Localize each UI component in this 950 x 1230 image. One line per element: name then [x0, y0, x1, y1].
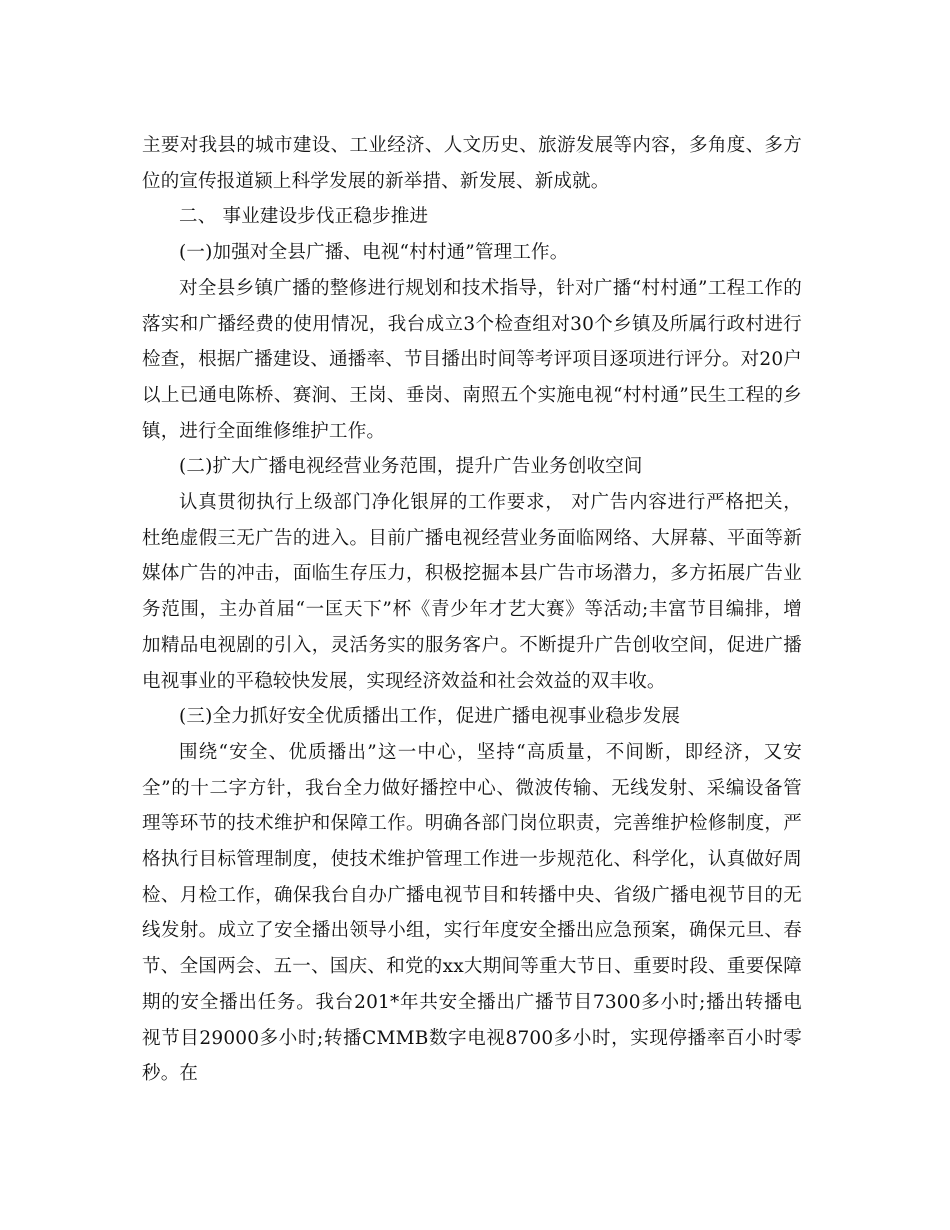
subsection-heading-1: (一)加强对全县广播、电视“村村通”管理工作。 [179, 242, 569, 264]
section-heading-2: 二、 事业建设步伐正稳步推进 [179, 206, 429, 228]
subsection-heading-2: (二)扩大广播电视经营业务范围，提升广告业务创收空间 [179, 456, 643, 478]
paragraph-continuation: 主要对我县的城市建设、工业经济、人文历史、旅游发展等内容，多角度、多方位的宣传报道颍上科学发展的新举措、新发展、新成就。 [142, 135, 802, 192]
subsection-heading-3: (三)全力抓好安全优质播出工作，促进广播电视事业稳步发展 [179, 706, 681, 728]
paragraph-advertising: 认真贯彻执行上级部门净化银屏的工作要求， 对广告内容进行严格把关，杜绝虚假三无广告的进入。目前广播电视经营业务面临网络、大屏幕、平面等新媒体广告的冲击，面临生存压力，积极挖掘本县广告市场潜力，多方拓展广告业务范围，主办首届“一匡天下”杯《青少年才艺大赛》等活动;丰富节目编排，增加精品电视剧的引入，灵活务实的服务客户。不断提升广告创收空间，促进广播电视事业的平稳较快发展，实现经济效益和社会效益的双丰收。 [142, 492, 802, 692]
paragraph-safe-broadcast: 围绕“安全、优质播出”这一中心，坚持“高质量，不间断，即经济，又安全”的十二字方针，我台全力做好播控中心、微波传输、无线发射、采编设备管理等环节的技术维护和保障工作。明确各部门岗位职责，完善维护检修制度，严格执行目标管理制度，使技术维护管理工作进一步规范化、科学化，认真做好周检、月检工作，确保我台自办广播电视节目和转播中央、省级广播电视节目的无线发射。成立了安全播出领导小组，实行年度安全播出应急预案，确保元旦、春节、全国两会、五一、国庆、和党的xx大期间等重大节日、重要时段、重要保障期的安全播出任务。我台201*年共安全播出广播节目7300多小时;播出转播电视节目29000多小时;转播CMMB数字电视8700多小时，实现停播率百小时零秒。在 [142, 741, 802, 1085]
document-body [142, 128, 802, 1092]
paragraph-village-broadcast: 对全县乡镇广播的整修进行规划和技术指导，针对广播“村村通”工程工作的落实和广播经费的使用情况，我台成立3个检查组对30个乡镇及所属行政村进行检查，根据广播建设、通播率、节目播出时间等考评项目逐项进行评分。对20户以上已通电陈桥、赛涧、王岗、垂岗、南照五个实施电视“村村通”民生工程的乡镇，进行全面维修维护工作。 [142, 277, 802, 442]
